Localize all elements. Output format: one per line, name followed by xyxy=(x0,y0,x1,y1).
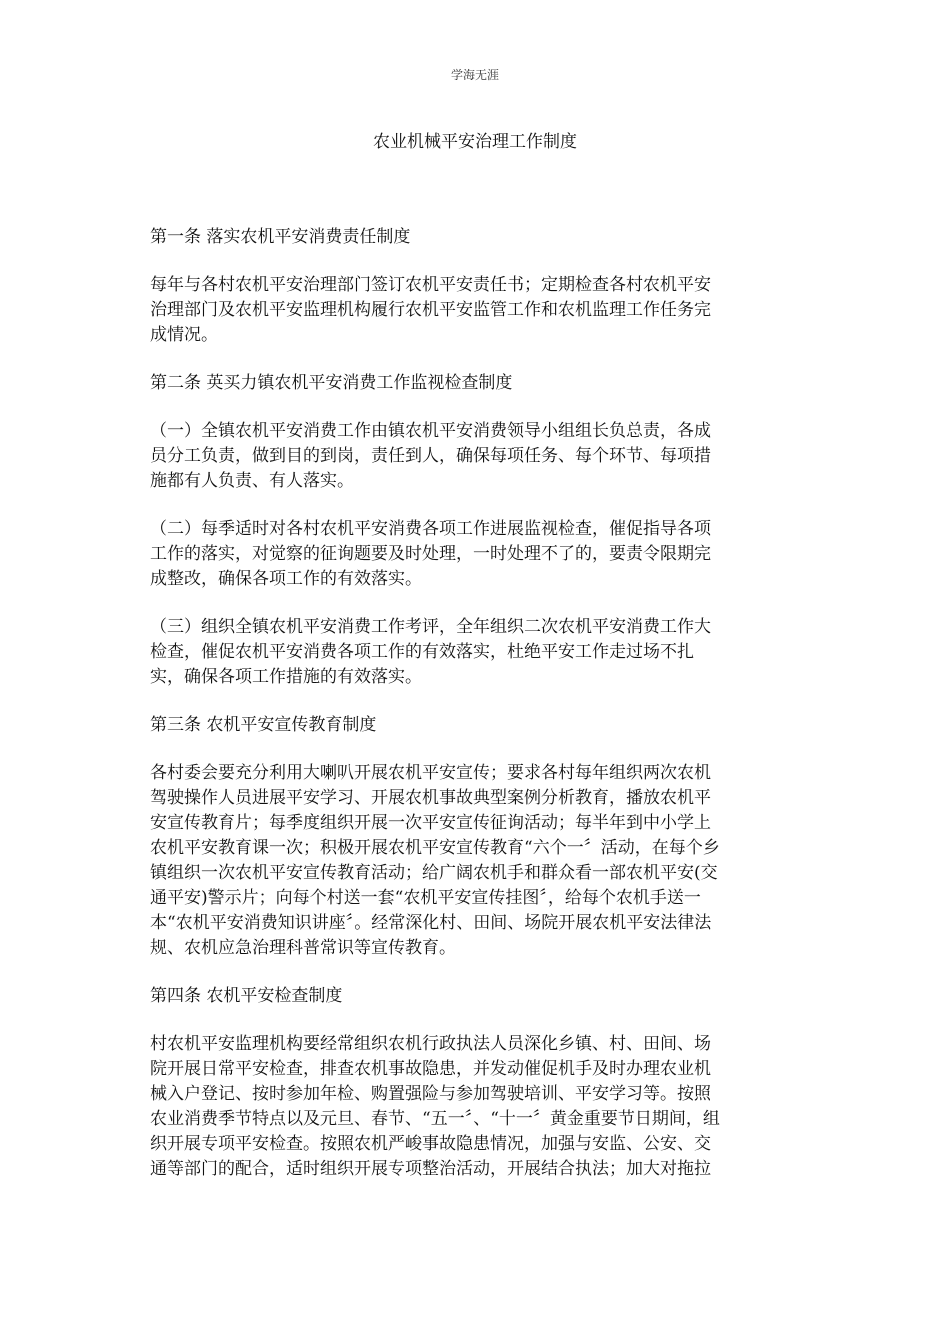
article-2-item-1 xyxy=(150,419,800,494)
article-3-heading xyxy=(150,713,800,738)
article-3-paragraph xyxy=(150,761,800,961)
text-line: 第三条 农机平安宣传教育制度 xyxy=(150,715,377,735)
text-line: 检查，催促农机平安消费各项工作的有效落实，杜绝平安工作走过场不扎 xyxy=(150,642,694,662)
text-line: 第四条 农机平安检查制度 xyxy=(150,986,343,1006)
text-line: 成情况。 xyxy=(150,325,218,345)
text-line: 通平安)警示片；向每个村送一套“农机平安宣传挂图〞，给每个农机手送一 xyxy=(150,888,701,908)
article-4-paragraph xyxy=(150,1032,800,1182)
text-line: 实，确保各项工作措施的有效落实。 xyxy=(150,667,422,687)
text-line: 院开展日常平安检查，排查农机事故隐患，并发动催促机手及时办理农业机 xyxy=(150,1059,711,1079)
article-2-item-2 xyxy=(150,517,800,592)
document-body xyxy=(150,225,800,1182)
text-line: 通等部门的配合，适时组织开展专项整治活动，开展结合执法；加大对拖拉 xyxy=(150,1159,711,1179)
text-line: 农业消费季节特点以及元旦、春节、“五一〞、“十一〞黄金重要节日期间，组 xyxy=(150,1109,720,1129)
document-title: 农业机械平安治理工作制度 xyxy=(373,132,577,152)
text-line: 每年与各村农机平安治理部门签订农机平安责任书；定期检查各村农机平安 xyxy=(150,275,711,295)
text-line: 本“农机平安消费知识讲座〞。经常深化村、田间、场院开展农机平安法律法 xyxy=(150,913,712,933)
text-line: （一）全镇农机平安消费工作由镇农机平安消费领导小组组长负总责，各成 xyxy=(150,421,711,441)
text-line: （三）组织全镇农机平安消费工作考评，全年组织二次农机平安消费工作大 xyxy=(150,617,711,637)
text-line: 村农机平安监理机构要经常组织农机行政执法人员深化乡镇、村、田间、场 xyxy=(150,1034,711,1054)
text-line: 驾驶操作人员进展平安学习、开展农机事故典型案例分析教育，播放农机平 xyxy=(150,788,711,808)
text-line: 各村委会要充分利用大喇叭开展农机平安宣传；要求各村每年组织两次农机 xyxy=(150,763,711,783)
article-1-paragraph xyxy=(150,273,800,348)
text-line: 安宣传教育片；每季度组织开展一次平安宣传征询活动；每半年到中小学上 xyxy=(150,813,711,833)
text-line: 治理部门及农机平安监理机构履行农机平安监管工作和农机监理工作任务完 xyxy=(150,300,711,320)
text-line: 施都有人负责、有人落实。 xyxy=(150,471,354,491)
text-line: 成整改，确保各项工作的有效落实。 xyxy=(150,569,422,589)
text-line: 农机平安教育课一次；积极开展农机平安宣传教育“六个一〞活动，在每个乡 xyxy=(150,838,720,858)
text-line: 镇组织一次农机平安宣传教育活动；给广阔农机手和群众看一部农机平安(交 xyxy=(150,863,718,883)
text-line: （二）每季适时对各村农机平安消费各项工作进展监视检查，催促指导各项 xyxy=(150,519,711,539)
text-line: 工作的落实，对觉察的征询题要及时处理，一时处理不了的，要责令限期完 xyxy=(150,544,711,564)
page-header: 学海无涯 xyxy=(450,68,499,82)
text-line: 织开展专项平安检查。按照农机严峻事故隐患情况，加强与安监、公安、交 xyxy=(150,1134,711,1154)
text-line: 第一条 落实农机平安消费责任制度 xyxy=(150,227,411,247)
article-2-heading xyxy=(150,371,800,396)
text-line: 员分工负责，做到目的到岗，责任到人，确保每项任务、每个环节、每项措 xyxy=(150,446,711,466)
article-1-heading xyxy=(150,225,800,250)
text-line: 第二条 英买力镇农机平安消费工作监视检查制度 xyxy=(150,373,513,393)
text-line: 规、农机应急治理科普常识等宣传教育。 xyxy=(150,938,456,958)
text-line: 械入户登记、按时参加年检、购置强险与参加驾驶培训、平安学习等。按照 xyxy=(150,1084,711,1104)
article-2-item-3 xyxy=(150,615,800,690)
article-4-heading xyxy=(150,984,800,1009)
